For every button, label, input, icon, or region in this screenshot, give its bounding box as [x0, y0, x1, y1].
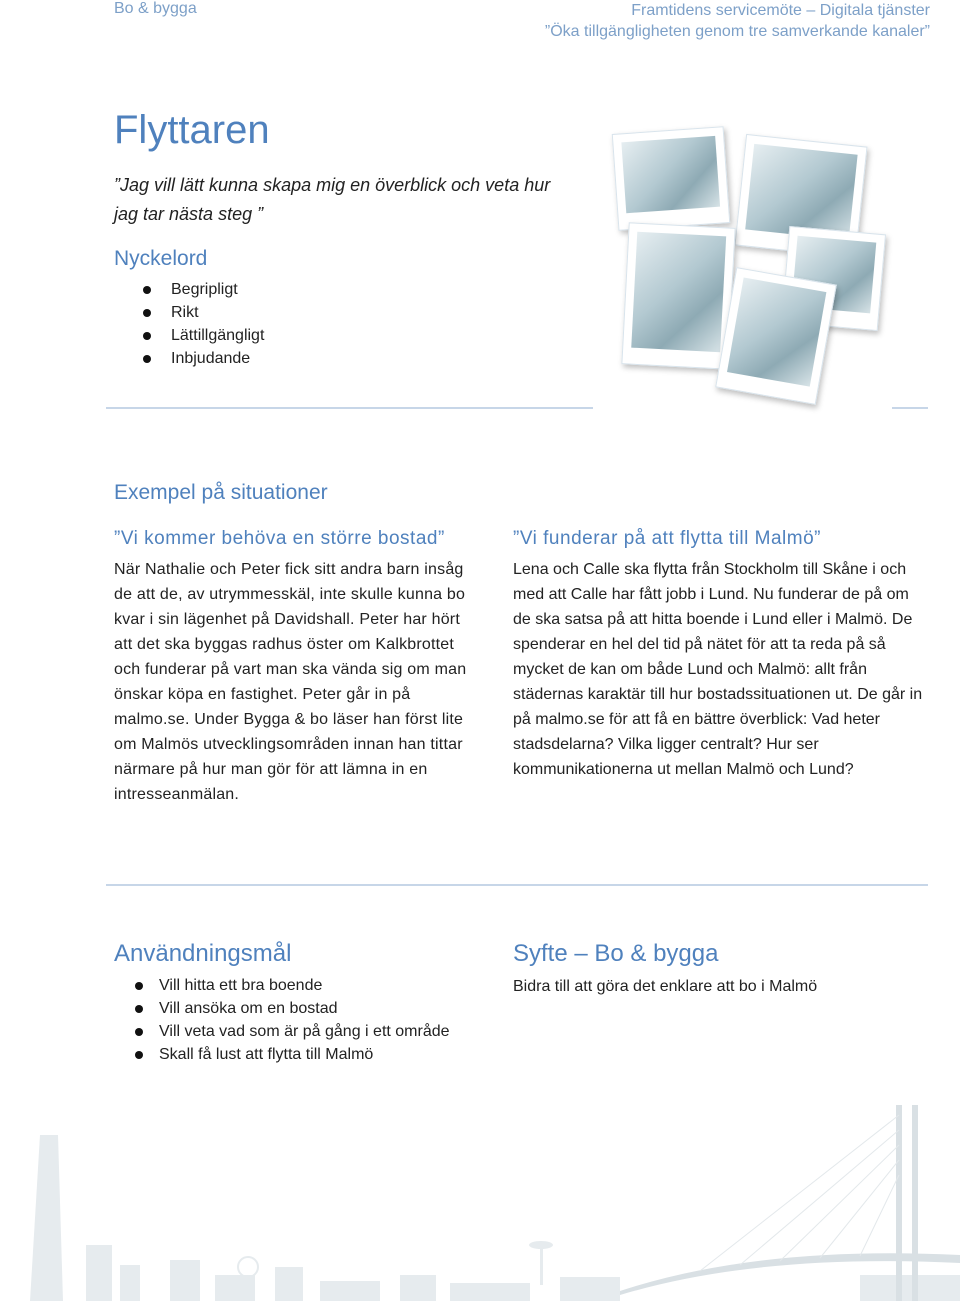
divider	[106, 407, 593, 409]
portrait-collage-image	[600, 130, 900, 420]
keywords-list	[114, 278, 414, 370]
photo-frame	[612, 126, 730, 231]
usage-list	[114, 974, 494, 1066]
divider	[106, 884, 928, 886]
photo-frame	[715, 267, 837, 405]
persona-quote: ”Jag vill lätt kunna skapa mig en överblick och veta hur jag tar nästa steg ”	[114, 175, 551, 224]
header-line-2: ”Öka tillgängligheten genom tre samverkande kanaler”	[544, 23, 930, 40]
purpose-text: Bidra till att göra det enklare att bo i Malmö	[513, 978, 818, 995]
page-title: Flyttaren	[114, 108, 270, 152]
header-line-1: Framtidens servicemöte – Digitala tjänster	[631, 2, 930, 19]
photo-frame	[621, 222, 735, 369]
list-item: Vill hitta ett bra boende	[114, 974, 494, 997]
list-item: Rikt	[114, 301, 414, 324]
situation-left-body: När Nathalie och Peter fick sitt andra barn insåg de att de, av utrymmesskäl, inte skulle kunna bo kvar i sin lägenhet på Davidshall. Peter har hört att det ska byggas radhus öster om Kalkbrottet och funderar på vart man ska vända sig om man önskar köpa en fastighet. Peter går in på malmo.se. Under Bygga & bo läser han först lite om Malmös utvecklingsområden innan han tittar närmare på hur man gör för att lämna in en intresseanmälan.	[114, 561, 467, 803]
list-item: Vill veta vad som är på gång i ett område	[114, 1020, 494, 1043]
divider	[892, 407, 928, 409]
situation-right-subheading: ”Vi funderar på att flytta till Malmö”	[513, 528, 821, 549]
header-section-label: Bo & bygga	[114, 0, 197, 17]
situation-right-body: Lena och Calle ska flytta från Stockholm till Skåne i och med att Calle har fått jobb i Lund. Nu funderar de på om de ska satsa på att hitta boende i Lund eller i Malmö. De spenderar en hel del tid på nätet för att ta reda på så mycket de kan om både Lund och Malmö: allt från städernas karaktär till hur bostadssituationen ut. De går in på malmo.se för att få en bättre överblick: Vad heter stadsdelarna? Vilka ligger centralt? Hur ser kommunikationerna ut mellan Malmö och Lund?	[513, 561, 923, 778]
list-item: Inbjudande	[114, 347, 414, 370]
header-document-title	[545, 0, 930, 42]
list-item: Begripligt	[114, 278, 414, 301]
usage-heading: Användningsmål	[114, 940, 292, 967]
skyline-bridge-illustration	[0, 1095, 960, 1301]
list-item: Lättillgängligt	[114, 324, 414, 347]
list-item: Skall få lust att flytta till Malmö	[114, 1043, 494, 1066]
list-item: Vill ansöka om en bostad	[114, 997, 494, 1020]
purpose-heading: Syfte – Bo & bygga	[513, 940, 719, 967]
situation-left-subheading: ”Vi kommer behöva en större bostad”	[114, 528, 445, 549]
keywords-heading: Nyckelord	[114, 247, 208, 270]
situations-heading: Exempel på situationer	[114, 481, 328, 504]
